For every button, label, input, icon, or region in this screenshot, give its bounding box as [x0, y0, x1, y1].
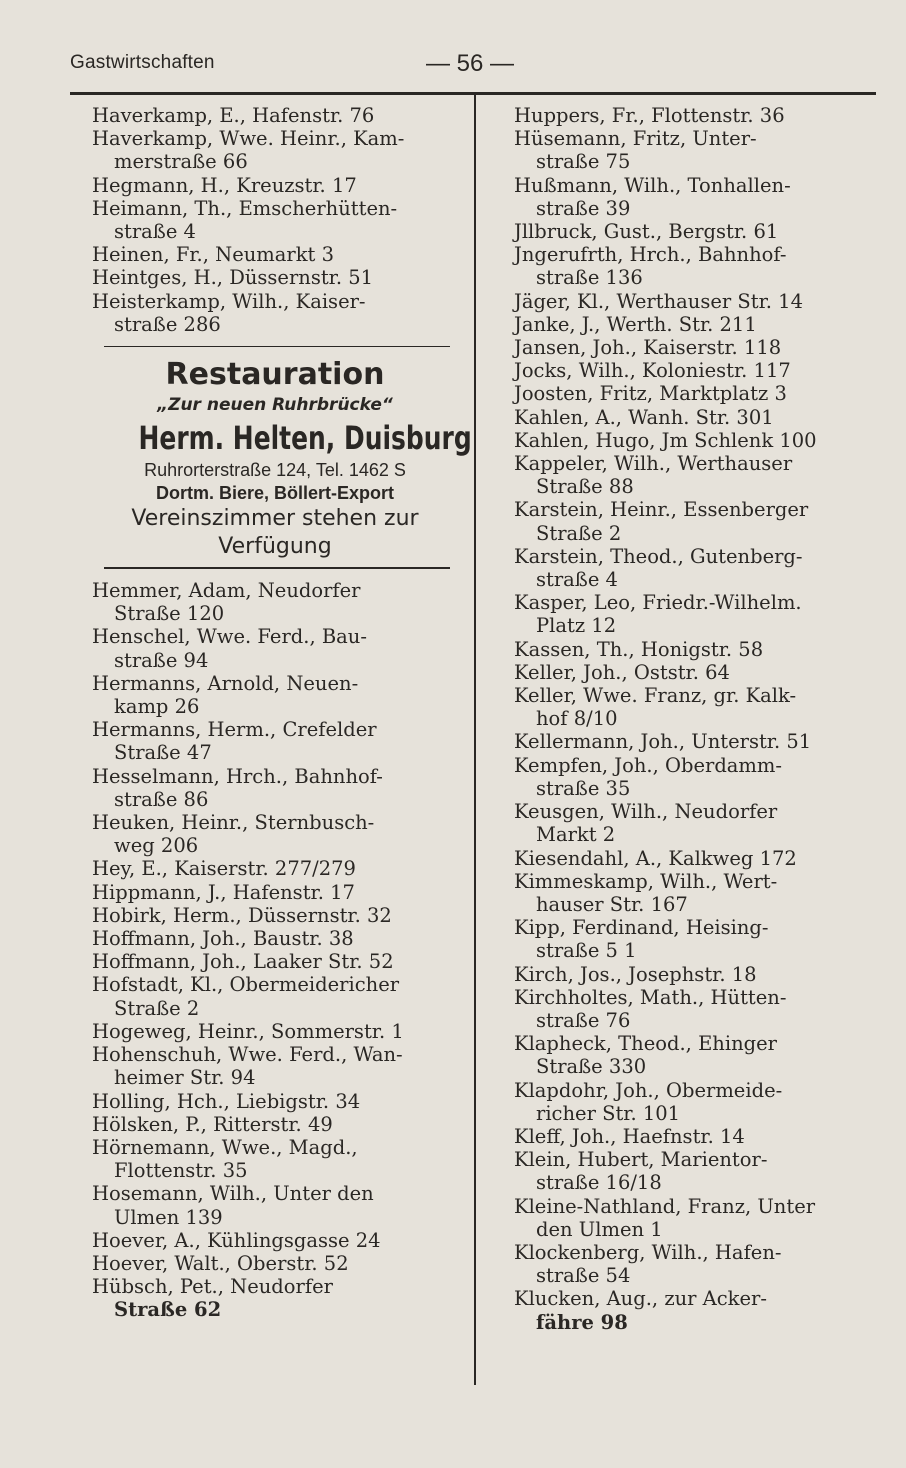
entry-line: Hogeweg, Heinr., Sommerstr. 1 [92, 1019, 404, 1043]
entry-line: Hippmann, J., Hafenstr. 17 [92, 880, 355, 904]
entry-continuation: Straße 2 [114, 996, 200, 1020]
entry-continuation: hof 8/10 [536, 707, 618, 731]
entry-line: Keller, Wwe. Franz, gr. Kalk- [514, 684, 797, 708]
entry-continuation: straße 39 [536, 196, 631, 220]
directory-entry [514, 452, 882, 498]
entry-line: Hemmer, Adam, Neudorfer [92, 579, 361, 603]
advertisement-beer: Dortm. Biere, Böllert-Export [155, 483, 395, 504]
directory-entry [92, 266, 467, 289]
entry-continuation: straße 286 [114, 312, 221, 336]
page-header [70, 46, 880, 82]
entry-continuation: kamp 26 [114, 695, 200, 719]
entry-line: Holling, Hch., Liebigstr. 34 [92, 1089, 361, 1113]
directory-entry [92, 1229, 467, 1252]
entry-continuation: straße 136 [536, 266, 643, 290]
directory-entry [514, 754, 882, 800]
directory-entry [92, 625, 467, 671]
entry-line: Hoffmann, Joh., Laaker Str. 52 [92, 950, 394, 974]
directory-entry [514, 847, 882, 870]
directory-entry [514, 684, 882, 730]
entry-line: Hofstadt, Kl., Obermeidericher [92, 973, 400, 997]
entry-line: Kiesendahl, A., Kalkweg 172 [514, 846, 797, 870]
entry-continuation: Straße 2 [536, 521, 622, 545]
directory-entry [92, 950, 467, 973]
directory-entry [514, 1125, 882, 1148]
directory-entry [92, 174, 467, 197]
entry-line: Henschel, Wwe. Ferd., Bau- [92, 625, 367, 649]
directory-entry [92, 1020, 467, 1043]
entry-continuation: Ulmen 139 [114, 1205, 223, 1229]
left-entries-bottom [92, 579, 467, 1322]
directory-entry [92, 765, 467, 811]
directory-entry [92, 197, 467, 243]
directory-entry [514, 1195, 882, 1241]
directory-entry [92, 973, 467, 1019]
directory-entry [514, 870, 882, 916]
entry-line: Jansen, Joh., Kaiserstr. 118 [514, 336, 782, 360]
header-rule [70, 92, 876, 95]
entry-line: Kipp, Ferdinand, Heising- [514, 916, 769, 940]
directory-entry [514, 638, 882, 661]
directory-entry [92, 1275, 467, 1321]
running-title: Gastwirtschaften [70, 52, 215, 73]
entry-line: Jocks, Wilh., Koloniestr. 117 [514, 359, 791, 383]
directory-entry [514, 220, 882, 243]
entry-continuation: Markt 2 [536, 823, 616, 847]
entry-continuation: merstraße 66 [114, 150, 248, 174]
directory-entry [514, 243, 882, 289]
directory-entry [92, 1182, 467, 1228]
entry-line: Kasper, Leo, Friedr.-Wilhelm. [514, 591, 802, 615]
entry-continuation: straße 35 [536, 776, 631, 800]
entry-line: Hey, E., Kaiserstr. 277/279 [92, 857, 356, 881]
directory-entry [514, 545, 882, 591]
entry-continuation: straße 86 [114, 787, 209, 811]
advertisement-title: Restauration [165, 357, 385, 393]
directory-entry [92, 1090, 467, 1113]
entry-continuation: straße 4 [536, 568, 618, 592]
entry-line: Hoever, A., Kühlingsgasse 24 [92, 1228, 381, 1252]
directory-entry [514, 661, 882, 684]
entry-line: Joosten, Fritz, Marktplatz 3 [514, 382, 787, 406]
entry-line: Kimmeskamp, Wilh., Wert- [514, 869, 778, 893]
directory-entry [514, 1079, 882, 1125]
directory-entry [92, 1252, 467, 1275]
directory-entry [92, 672, 467, 718]
directory-entry [514, 916, 882, 962]
entry-line: Klapdohr, Joh., Obermeide- [514, 1078, 783, 1102]
advertisement-owner: Herm. Helten, Duisburg [138, 419, 472, 458]
advertisement-room-line2: Verfügung [218, 534, 332, 560]
directory-entry [92, 857, 467, 880]
entry-line: Kleine-Nathland, Franz, Unter [514, 1194, 816, 1218]
entry-continuation: Straße 47 [114, 741, 212, 765]
entry-continuation: richer Str. 101 [536, 1101, 681, 1125]
directory-entry [514, 429, 882, 452]
entry-line: Janke, J., Werth. Str. 211 [514, 312, 757, 336]
left-entries-top [92, 104, 467, 336]
entry-line: Heimann, Th., Emscherhütten- [92, 196, 398, 220]
entry-continuation: Platz 12 [536, 614, 617, 638]
page-number: — 56 — [426, 50, 515, 77]
entry-line: Haverkamp, E., Hafenstr. 76 [92, 104, 375, 127]
entry-line: Jllbruck, Gust., Bergstr. 61 [514, 220, 779, 244]
entry-line: Haverkamp, Wwe. Heinr., Kam- [92, 127, 405, 151]
directory-entry [514, 1287, 882, 1333]
directory-entry [92, 243, 467, 266]
restaurant-advertisement [100, 346, 472, 569]
entry-line: Heuken, Heinr., Sternbusch- [92, 811, 375, 835]
entry-line: Hübsch, Pet., Neudorfer [92, 1275, 333, 1299]
advertisement-bottom-rule [104, 567, 450, 569]
entry-continuation: straße 4 [114, 220, 196, 244]
directory-entry [514, 104, 882, 127]
entry-line: Kappeler, Wilh., Werthauser [514, 452, 793, 476]
entry-line: Karstein, Theod., Gutenberg- [514, 544, 803, 568]
directory-entry [514, 406, 882, 429]
directory-entry [514, 1241, 882, 1287]
entry-continuation: hauser Str. 167 [536, 892, 688, 916]
directory-entry [92, 127, 467, 173]
directory-entry [514, 800, 882, 846]
entry-line: Klucken, Aug., zur Acker- [514, 1287, 767, 1311]
directory-entry [92, 904, 467, 927]
entry-line: Kirchholtes, Math., Hütten- [514, 985, 787, 1009]
directory-entry [92, 290, 467, 336]
entry-line: Klockenberg, Wilh., Hafen- [514, 1240, 782, 1264]
entry-line: Hegmann, H., Kreuzstr. 17 [92, 173, 357, 197]
column-divider [474, 95, 476, 1385]
entry-continuation: Straße 120 [114, 602, 225, 626]
entry-line: Hoffmann, Joh., Baustr. 38 [92, 927, 354, 951]
entry-line: Hohenschuh, Wwe. Ferd., Wan- [92, 1043, 403, 1067]
entry-line: Keller, Joh., Oststr. 64 [514, 660, 730, 684]
directory-entry [514, 336, 882, 359]
directory-entry [514, 986, 882, 1032]
entry-continuation: Flottenstr. 35 [114, 1159, 248, 1183]
directory-entry [514, 313, 882, 336]
entry-line: Jäger, Kl., Werthauser Str. 14 [514, 289, 803, 313]
entry-line: Heintges, H., Düssernstr. 51 [92, 266, 374, 290]
directory-entry [92, 104, 467, 127]
entry-continuation: Straße 330 [536, 1055, 647, 1079]
entry-line: Kempfen, Joh., Oberdamm- [514, 753, 782, 777]
entry-line: Hußmann, Wilh., Tonhallen- [514, 173, 791, 197]
entry-line: Hörnemann, Wwe., Magd., [92, 1135, 358, 1159]
entry-continuation: straße 75 [536, 150, 631, 174]
entry-line: Klapheck, Theod., Ehinger [514, 1032, 778, 1056]
entry-line: Hermanns, Herm., Crefelder [92, 718, 377, 742]
directory-entry [92, 1136, 467, 1182]
right-column [514, 104, 882, 1334]
entry-continuation: weg 206 [114, 834, 199, 858]
entry-continuation: Straße 88 [536, 475, 634, 499]
entry-line: Hölsken, P., Ritterstr. 49 [92, 1112, 333, 1136]
directory-entry [514, 127, 882, 173]
entry-line: Hosemann, Wilh., Unter den [92, 1182, 374, 1206]
entry-continuation: straße 94 [114, 648, 209, 672]
entry-continuation: straße 16/18 [536, 1171, 662, 1195]
entry-continuation: straße 5 1 [536, 939, 637, 963]
directory-entry [92, 718, 467, 764]
directory-entry [514, 730, 882, 753]
entry-continuation: fähre 98 [536, 1310, 628, 1334]
directory-entry [92, 927, 467, 950]
entry-line: Hermanns, Arnold, Neuen- [92, 671, 359, 695]
entry-line: Huppers, Fr., Flottenstr. 36 [514, 104, 785, 127]
entry-continuation: den Ulmen 1 [536, 1217, 663, 1241]
directory-entry [514, 1032, 882, 1078]
entry-line: Hesselmann, Hrch., Bahnhof- [92, 764, 383, 788]
advertisement-subtitle: „Zur neuen Ruhrbrücke“ [157, 395, 393, 416]
directory-entry [514, 1148, 882, 1194]
directory-entry [92, 579, 467, 625]
directory-entry [514, 591, 882, 637]
entry-continuation: straße 76 [536, 1008, 631, 1032]
entry-continuation: straße 54 [536, 1264, 631, 1288]
entry-line: Karstein, Heinr., Essenberger [514, 498, 809, 522]
directory-entry [514, 382, 882, 405]
entry-line: Kahlen, Hugo, Jm Schlenk 100 [514, 428, 817, 452]
entry-line: Kassen, Th., Honigstr. 58 [514, 637, 764, 661]
entry-line: Hüsemann, Fritz, Unter- [514, 127, 757, 151]
directory-entry [514, 359, 882, 382]
entry-line: Hobirk, Herm., Düssernstr. 32 [92, 903, 392, 927]
directory-entry [92, 1113, 467, 1136]
entry-line: Heinen, Fr., Neumarkt 3 [92, 243, 334, 267]
entry-line: Jngerufrth, Hrch., Bahnhof- [514, 243, 787, 267]
entry-line: Keusgen, Wilh., Neudorfer [514, 800, 778, 824]
advertisement-room-line1: Vereinszimmer stehen zur [131, 506, 419, 532]
entry-continuation: Straße 62 [114, 1298, 222, 1322]
advertisement-top-rule [104, 346, 450, 347]
entry-line: Heisterkamp, Wilh., Kaiser- [92, 289, 366, 313]
entry-line: Kellermann, Joh., Unterstr. 51 [514, 730, 812, 754]
right-entries [514, 104, 882, 1334]
directory-entry [92, 1043, 467, 1089]
directory-entry [514, 174, 882, 220]
left-column [92, 104, 472, 1322]
directory-entry [92, 811, 467, 857]
advertisement-address: Ruhrorterstraße 124, Tel. 1462 S [144, 460, 406, 481]
directory-entry [514, 963, 882, 986]
directory-entry [92, 881, 467, 904]
entry-line: Kirch, Jos., Josephstr. 18 [514, 962, 757, 986]
entry-line: Hoever, Walt., Oberstr. 52 [92, 1251, 349, 1275]
entry-line: Kleff, Joh., Haefnstr. 14 [514, 1124, 745, 1148]
entry-continuation: heimer Str. 94 [114, 1066, 256, 1090]
directory-entry [514, 290, 882, 313]
entry-line: Klein, Hubert, Marientor- [514, 1148, 768, 1172]
directory-entry [514, 498, 882, 544]
entry-line: Kahlen, A., Wanh. Str. 301 [514, 405, 774, 429]
